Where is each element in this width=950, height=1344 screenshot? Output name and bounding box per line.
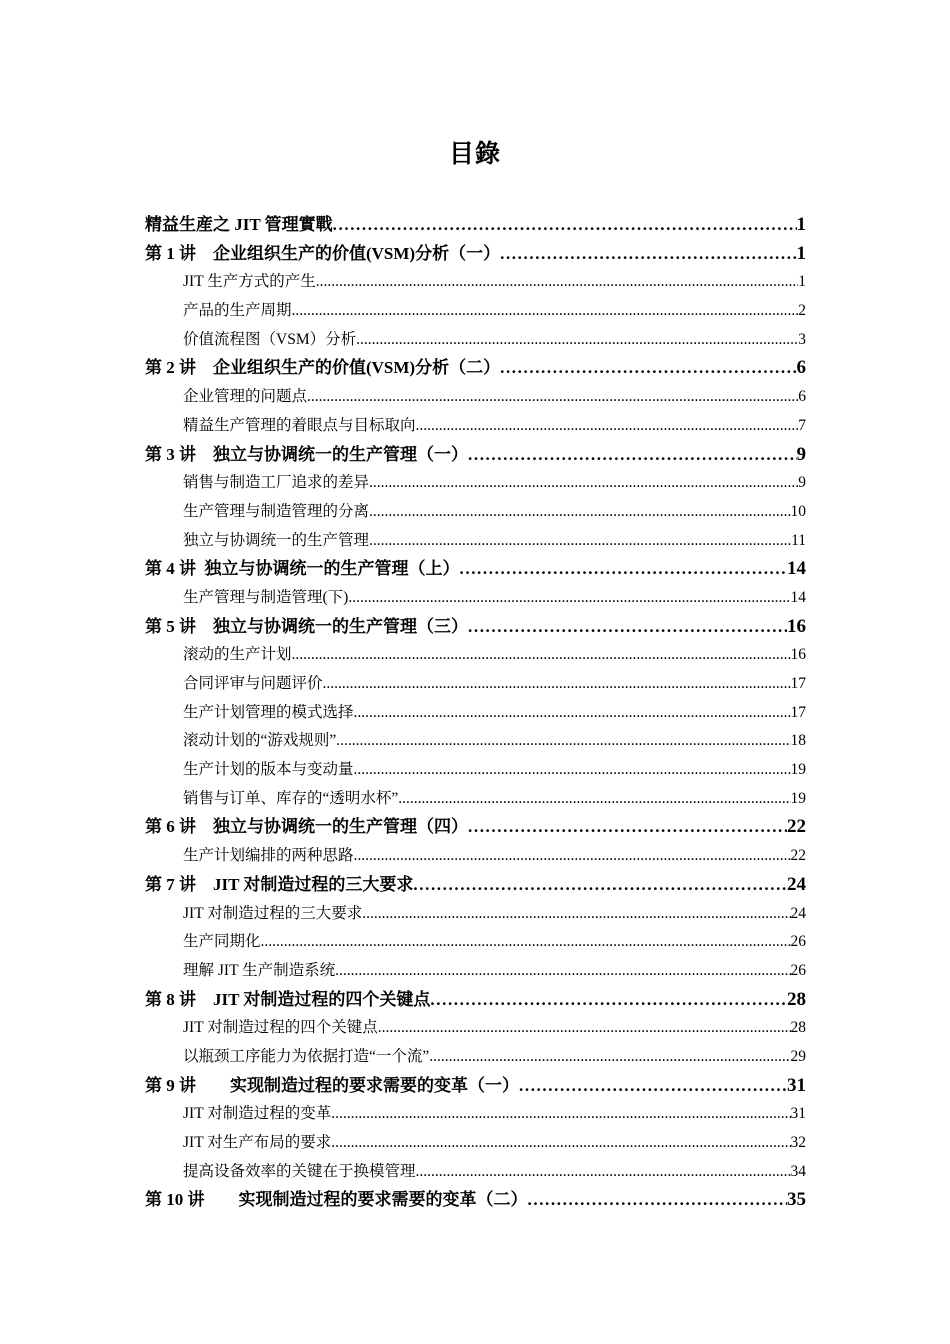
toc-page-number: 6 (798, 388, 806, 406)
toc-section-entry[interactable] (145, 498, 806, 527)
toc-chapter-entry[interactable] (145, 441, 806, 470)
toc-page-number: 19 (790, 761, 806, 779)
dot-leader (468, 613, 787, 642)
dot-leader (323, 670, 791, 699)
toc-section-entry[interactable] (145, 1100, 806, 1129)
toc-page-number: 14 (790, 588, 806, 606)
toc-chapter-entry[interactable] (145, 813, 806, 842)
toc-entry-title: 生产计划管理的模式选择 (183, 703, 354, 721)
dot-leader (354, 842, 791, 871)
toc-page-number: 31 (790, 1105, 806, 1123)
toc-entry-title: 销售与制造工厂追求的差异 (183, 474, 370, 492)
dot-leader (333, 211, 797, 240)
dot-leader (369, 469, 798, 498)
toc-entry-title: 第 5 讲 独立与协调统一的生产管理（三） (145, 616, 468, 636)
dot-leader (356, 326, 798, 355)
toc-page-number: 24 (787, 873, 806, 895)
toc-entry-title: 第 9 讲 实现制造过程的要求需要的变革（一） (145, 1075, 519, 1095)
dot-leader (362, 900, 790, 929)
toc-entry-title: 独立与协调统一的生产管理 (183, 531, 370, 549)
table-of-contents (145, 211, 806, 1215)
toc-section-entry[interactable] (145, 641, 806, 670)
dot-leader (378, 1014, 791, 1043)
toc-entry-title: JIT 对生产布局的要求 (183, 1134, 332, 1151)
toc-page-number: 3 (798, 330, 806, 348)
dot-leader (316, 268, 798, 297)
toc-entry-title: 第 3 讲 独立与协调统一的生产管理（一） (145, 444, 468, 464)
toc-page-number: 1 (796, 242, 806, 264)
dot-leader (331, 1129, 790, 1158)
toc-page-number: 22 (790, 847, 806, 865)
toc-page-number: 9 (796, 443, 806, 465)
toc-page-number: 28 (787, 988, 806, 1010)
toc-page-number: 22 (787, 816, 806, 838)
toc-section-entry[interactable] (145, 727, 806, 756)
toc-page-number: 1 (798, 273, 806, 291)
toc-page-number: 34 (790, 1162, 806, 1180)
dot-leader (331, 1100, 790, 1129)
dot-leader (292, 297, 799, 326)
toc-section-entry[interactable] (145, 297, 806, 326)
toc-section-entry[interactable] (145, 584, 806, 613)
dot-leader (261, 928, 791, 957)
toc-page-number: 31 (787, 1074, 806, 1096)
toc-entry-title: 生产计划的版本与变动量 (183, 761, 354, 779)
toc-section-entry[interactable] (145, 527, 806, 556)
toc-page-number: 26 (790, 961, 806, 979)
toc-entry-title: 第 10 讲 实现制造过程的要求需要的变革（二） (145, 1190, 528, 1210)
toc-section-entry[interactable] (145, 699, 806, 728)
toc-page-number: 17 (790, 675, 806, 692)
toc-section-entry[interactable] (145, 957, 806, 986)
toc-chapter-entry[interactable] (145, 1072, 806, 1101)
toc-entry-title: 价值流程图（VSM）分析 (183, 330, 357, 348)
dot-leader (519, 1072, 787, 1101)
toc-entry-title: 第 2 讲 企业组织生产的价值(VSM)分析（二） (145, 358, 501, 378)
dot-leader (292, 641, 791, 670)
dot-leader (468, 813, 787, 842)
toc-page-number: 18 (790, 732, 806, 750)
toc-entry-title: 第 8 讲 JIT 对制造过程的四个关键点 (145, 989, 431, 1009)
dot-leader (307, 383, 798, 412)
dot-leader (369, 498, 790, 527)
toc-entry-title: 产品的生产周期 (183, 302, 292, 320)
toc-section-entry[interactable] (145, 268, 806, 297)
toc-entry-title: 销售与订单、库存的“透明水杯” (183, 789, 399, 807)
toc-page-number: 24 (790, 904, 806, 922)
dot-leader (336, 727, 790, 756)
toc-chapter-entry[interactable] (145, 354, 806, 383)
toc-entry-title: JIT 对制造过程的变革 (183, 1105, 332, 1123)
toc-entry-title: 第 7 讲 JIT 对制造过程的三大要求 (145, 874, 414, 894)
toc-section-entry[interactable] (145, 1043, 806, 1072)
toc-section-entry[interactable] (145, 756, 806, 785)
toc-section-entry[interactable] (145, 412, 806, 441)
toc-section-entry[interactable] (145, 469, 806, 498)
toc-entry-title: 生产管理与制造管理(下) (183, 588, 349, 606)
toc-entry-title: 生产同期化 (183, 933, 261, 951)
toc-section-entry[interactable] (145, 785, 806, 814)
toc-entry-title: 精益生産之 JIT 管理實戰 (145, 215, 333, 234)
toc-chapter-entry[interactable] (145, 1186, 806, 1215)
dot-leader (335, 957, 790, 986)
dot-leader (413, 871, 787, 900)
toc-chapter-entry[interactable] (145, 986, 806, 1015)
toc-entry-title: 生产管理与制造管理的分离 (183, 502, 370, 520)
toc-page-number: 14 (787, 558, 806, 580)
toc-chapter-entry[interactable] (145, 240, 806, 269)
toc-page-number: 9 (798, 474, 806, 492)
toc-section-entry[interactable] (145, 928, 806, 957)
toc-entry-title: 生产计划编排的两种思路 (183, 847, 354, 865)
toc-page-number: 29 (790, 1047, 806, 1065)
toc-entry-title: 滚动的生产计划 (183, 646, 292, 664)
dot-leader (460, 555, 788, 584)
dot-leader (354, 756, 791, 785)
toc-section-entry[interactable] (145, 1129, 806, 1158)
toc-page-number: 1 (796, 214, 806, 235)
dot-leader (354, 699, 791, 728)
toc-entry-title: 第 4 讲 独立与协调统一的生产管理（上） (145, 559, 460, 579)
toc-entry-title: 理解 JIT 生产制造系统 (183, 961, 336, 979)
dot-leader (528, 1186, 788, 1215)
toc-section-entry[interactable] (145, 1014, 806, 1043)
toc-page-number: 2 (798, 302, 806, 320)
toc-page-number: 32 (790, 1134, 806, 1151)
dot-leader (429, 1043, 790, 1072)
dot-leader (468, 441, 797, 470)
toc-page-number: 26 (790, 933, 806, 951)
toc-entry-title: JIT 对制造过程的三大要求 (183, 904, 363, 922)
toc-page-number: 11 (791, 531, 806, 549)
toc-page-number: 6 (796, 357, 806, 379)
toc-entry-title: 滚动计划的“游戏规则” (183, 732, 337, 750)
toc-page-number: 7 (798, 416, 806, 434)
toc-entry-title: 第 1 讲 企业组织生产的价值(VSM)分析（一） (145, 243, 501, 263)
toc-page-number: 19 (790, 789, 806, 807)
toc-entry-title: 精益生产管理的着眼点与目标取向 (183, 416, 416, 434)
toc-chapter-entry[interactable] (145, 211, 806, 240)
toc-page-number: 35 (787, 1189, 806, 1211)
toc-entry-title: 企业管理的问题点 (183, 388, 308, 406)
toc-section-entry[interactable] (145, 326, 806, 355)
dot-leader (348, 584, 790, 613)
toc-chapter-entry[interactable] (145, 555, 806, 584)
dot-leader (500, 354, 796, 383)
toc-entry-title: 以瓶颈工序能力为依据打造“一个流” (183, 1047, 430, 1065)
toc-section-entry[interactable] (145, 670, 806, 699)
toc-section-entry[interactable] (145, 383, 806, 412)
toc-page-number: 10 (790, 502, 806, 520)
toc-section-entry[interactable] (145, 1158, 806, 1187)
dot-leader (500, 240, 796, 269)
page-title: 目錄 (448, 141, 501, 168)
toc-chapter-entry[interactable] (145, 613, 806, 642)
toc-entry-title: 提高设备效率的关键在于换模管理 (183, 1162, 416, 1180)
dot-leader (369, 527, 791, 556)
toc-entry-title: 第 6 讲 独立与协调统一的生产管理（四） (145, 817, 468, 837)
dot-leader (430, 986, 787, 1015)
toc-section-entry[interactable] (145, 900, 806, 929)
toc-page-number: 28 (790, 1019, 806, 1037)
toc-entry-title: 合同评审与问题评价 (183, 675, 323, 692)
dot-leader (416, 412, 799, 441)
toc-section-entry[interactable] (145, 842, 806, 871)
toc-entry-title: JIT 对制造过程的四个关键点 (183, 1019, 378, 1037)
dot-leader (398, 785, 790, 814)
toc-chapter-entry[interactable] (145, 871, 806, 900)
toc-entry-title: JIT 生产方式的产生 (183, 273, 316, 291)
toc-page-number: 16 (787, 615, 806, 637)
dot-leader (416, 1158, 791, 1187)
toc-page-number: 17 (790, 703, 806, 721)
toc-page-number: 16 (790, 646, 806, 664)
